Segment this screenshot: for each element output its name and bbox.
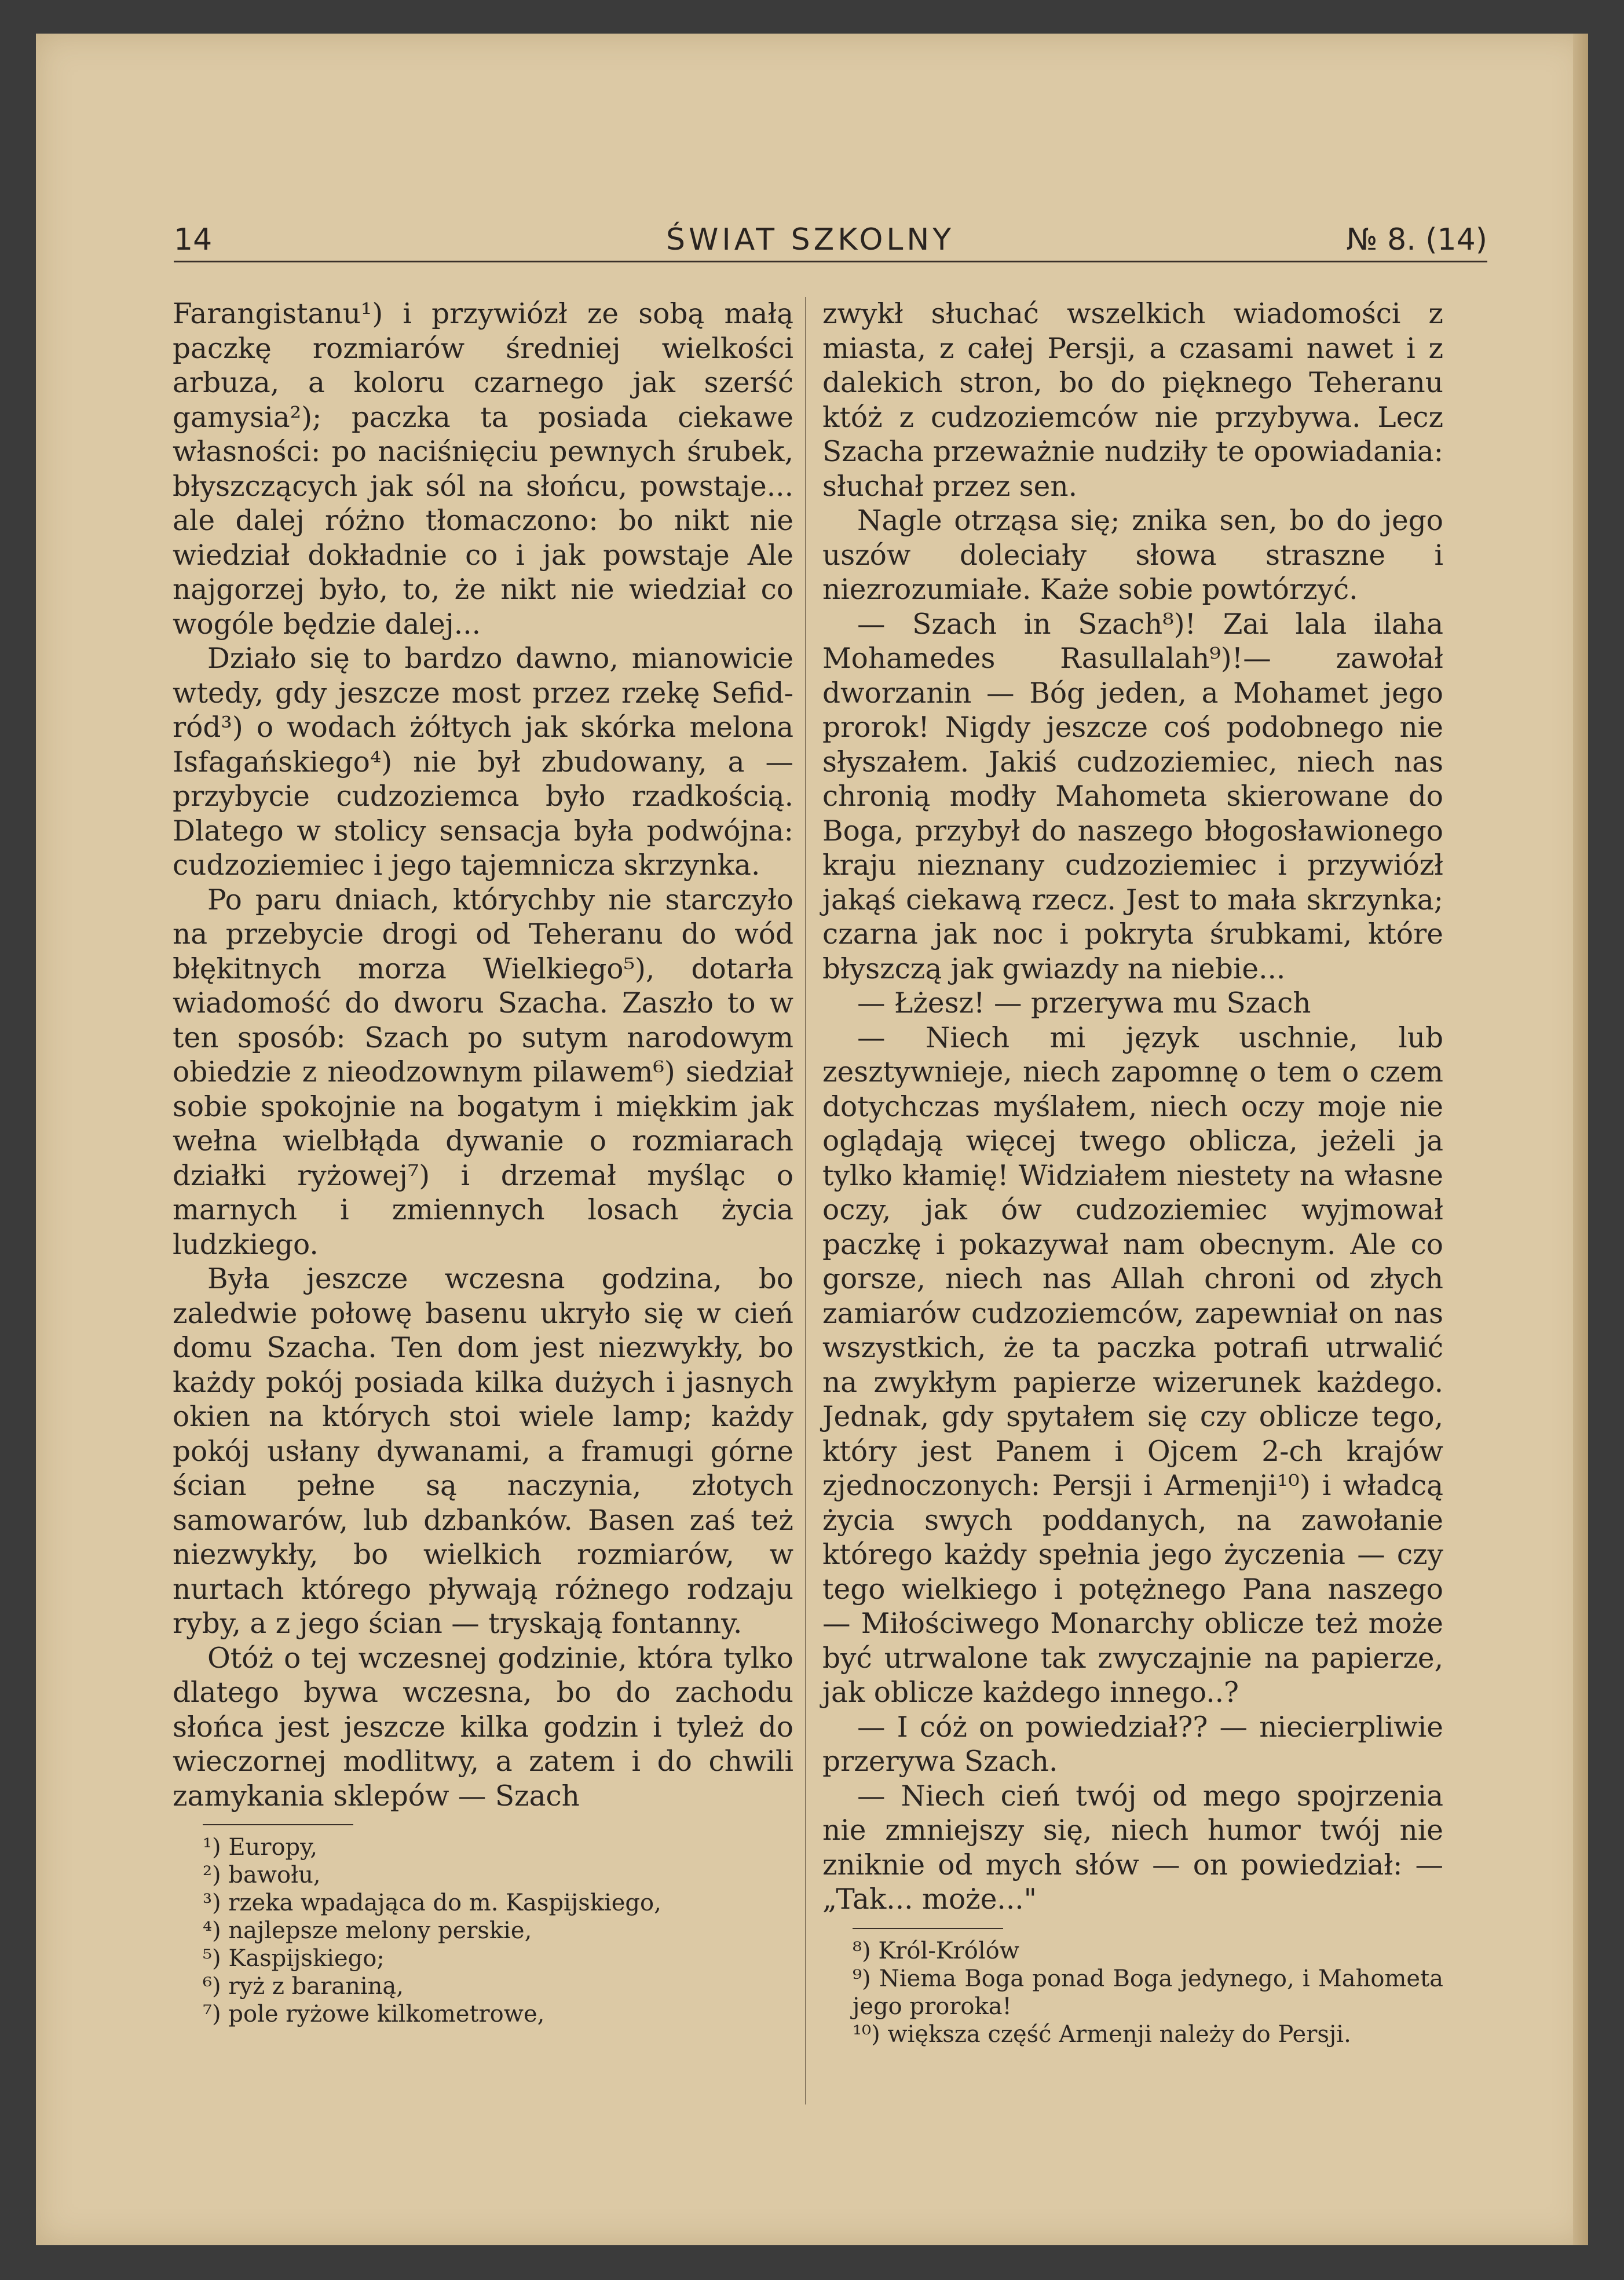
header-rule [174, 261, 1487, 262]
page-number: 14 [174, 222, 213, 257]
left-paragraph-2: Działo się to bardzo dawno, mianowicie wtedy, gdy jeszcze most przez rzekę Sefid-ród³) o wodach żółtych jak skórka melona Isfagańskiego⁴) nie był zbudowany, a — przybycie cudzoziemca było rzadkością. Dlatego w stolicy sensacja była podwójna: cudzoziemiec i jego tajemnicza skrzynka. [173, 642, 793, 882]
left-paragraph-3: Po paru dniach, którychby nie starczyło na przebycie drogi od Teheranu do wód błękitnych morza Wielkiego⁵), dotarła wiadomość do dworu Szacha. Zaszło to w ten sposób: Szach po sutym narodowym obiedzie z nieodzownym pilawem⁶) siedział sobie spokojnie na bogatym i miękkim jak wełna wielbłąda dywanie o rozmiarach działki ryżowej⁷) i drzemał myśląc o marnych i zmiennych losach życia ludzkiego. [173, 883, 793, 1261]
page-spine [1573, 34, 1588, 2245]
left-paragraph-1: Farangistanu¹) i przywiózł ze sobą małą paczkę rozmiarów średniej wielkości arbuza, a koloru czarnego jak szerść gamysia²); paczka ta posiada ciekawe własności: po naciśnięciu pewnych śrubek, błyszczących jak sól na słońcu, powstaje... ale dalej różno tłomaczono: bo nikt nie wiedział dokładnie co i jak powstaje Ale najgorzej było, to, że nikt nie wiedział co wogóle będzie dalej... [173, 298, 793, 641]
issue-number: № 8. (14) [1346, 222, 1487, 257]
footnote-8: ⁸) Król-Królów [853, 1937, 1019, 1964]
right-paragraph-7: — Niech cień twój od mego spojrzenia nie zmniejszy się, niech humor twój nie zniknie od mych słów — on powiedział: — „Tak... może..." [822, 1780, 1443, 1916]
left-column [173, 297, 793, 2028]
right-paragraph-5: — Niech mi język uschnie, lub zesztywnieje, niech zapomnę o tem o czem dotychczas myślałem, niech oczy moje nie oglądają więcej twego oblicza, jeżeli ja tylko kłamię! Widziałem niestety na własne oczy, jak ów cudzoziemiec wyjmował paczkę i pokazywał nam obecnym. Ale co gorsze, niech nas Allah chroni od złych zamiarów cudzoziemców, zapewniał on nas wszystkich, że ta paczka potrafi utrwalić na zwykłym papierze wizerunek każdego. Jednak, gdy spytałem się czy oblicze tego, który jest Panem i Ojcem 2-ch krajów zjednoczonych: Persji i Armenji¹⁰) i władcą życia swych poddanych, na zawołanie którego każdy spełnia jego życzenia — czy tego wielkiego i potężnego Pana naszego — Miłościwego Monarchy oblicze też może być utrwalone tak zwyczajnie na papierze, jak oblicze każdego innego..? [822, 1021, 1443, 1709]
footnote-rule [203, 1824, 353, 1825]
footnote-10: ¹⁰) większa część Armenji należy do Persji. [853, 2020, 1351, 2048]
footnote-4: ⁴) najlepsze melony perskie, [203, 1917, 532, 1944]
right-paragraph-6: — I cóż on powiedział?? — niecierpliwie przerywa Szach. [822, 1711, 1443, 1778]
magazine-page [36, 34, 1588, 2245]
page-header [174, 218, 1487, 264]
footnote-9: ⁹) Niema Boga ponad Boga jedynego, i Mahometa jego proroka! [853, 1965, 1443, 2020]
right-column [822, 297, 1443, 2048]
footnote-3: ³) rzeka wpadająca do m. Kaspijskiego, [203, 1890, 661, 1916]
footnote-7: ⁷) pole ryżowe kilkometrowe, [203, 2001, 545, 2027]
right-paragraph-3: — Szach in Szach⁸)! Zai lala ilaha Mohamedes Rasullalah⁹)!— zawołał dworzanin — Bóg jeden, a Mohamet jego prorok! Nigdy jeszcze coś podobnego nie słyszałem. Jakiś cudzoziemiec, niech nas chronią modły Mahometa skierowane do Boga, przybył do naszego błogosławionego kraju nieznany cudzoziemiec i przywiózł jakąś ciekawą rzecz. Jest to mała skrzynka; czarna jak noc i pokryta śrubkami, które błyszczą jak gwiazdy na niebie... [822, 608, 1443, 985]
right-paragraph-1: zwykł słuchać wszelkich wiadomości z miasta, z całej Persji, a czasami nawet i z dalekich stron, bo do pięknego Teheranu któż z cudzoziemców nie przybywa. Lecz Szacha przeważnie nudziły te opowiadania: słuchał przez sen. [822, 298, 1443, 503]
footnote-rule [853, 1928, 1003, 1929]
footnote-5: ⁵) Kaspijskiego; [203, 1945, 385, 1972]
magazine-title: ŚWIAT SZKOLNY [666, 222, 955, 257]
right-paragraph-4: — Łżesz! — przerywa mu Szach [857, 987, 1311, 1020]
right-paragraph-2: Nagle otrząsa się; znika sen, bo do jego uszów doleciały słowa straszne i niezrozumiałe. Każe sobie powtórzyć. [822, 505, 1443, 606]
left-paragraph-4: Była jeszcze wczesna godzina, bo zaledwie połowę basenu ukryło się w cień domu Szacha. Ten dom jest niezwykły, bo każdy pokój posiada kilka dużych i jasnych okien na których stoi wiele lamp; każdy pokój usłany dywanami, a framugi górne ścian pełne są naczynia, złotych samowarów, lub dzbanków. Basen zaś też niezwykły, bo wielkich rozmiarów, w nurtach którego pływają różnego rodzaju ryby, a z jego ścian — tryskają fontanny. [173, 1263, 793, 1640]
left-paragraph-5: Otóż o tej wczesnej godzinie, która tylko dlatego bywa wczesna, bo do zachodu słońca jest jeszcze kilka godzin i tyleż do wieczornej modlitwy, a zatem i do chwili zamykania sklepów — Szach [173, 1642, 793, 1813]
column-divider [805, 297, 806, 2104]
footnote-2: ²) bawołu, [203, 1862, 321, 1888]
footnote-6: ⁶) ryż z baraniną, [203, 1973, 404, 2000]
footnote-1: ¹) Europy, [203, 1834, 318, 1861]
